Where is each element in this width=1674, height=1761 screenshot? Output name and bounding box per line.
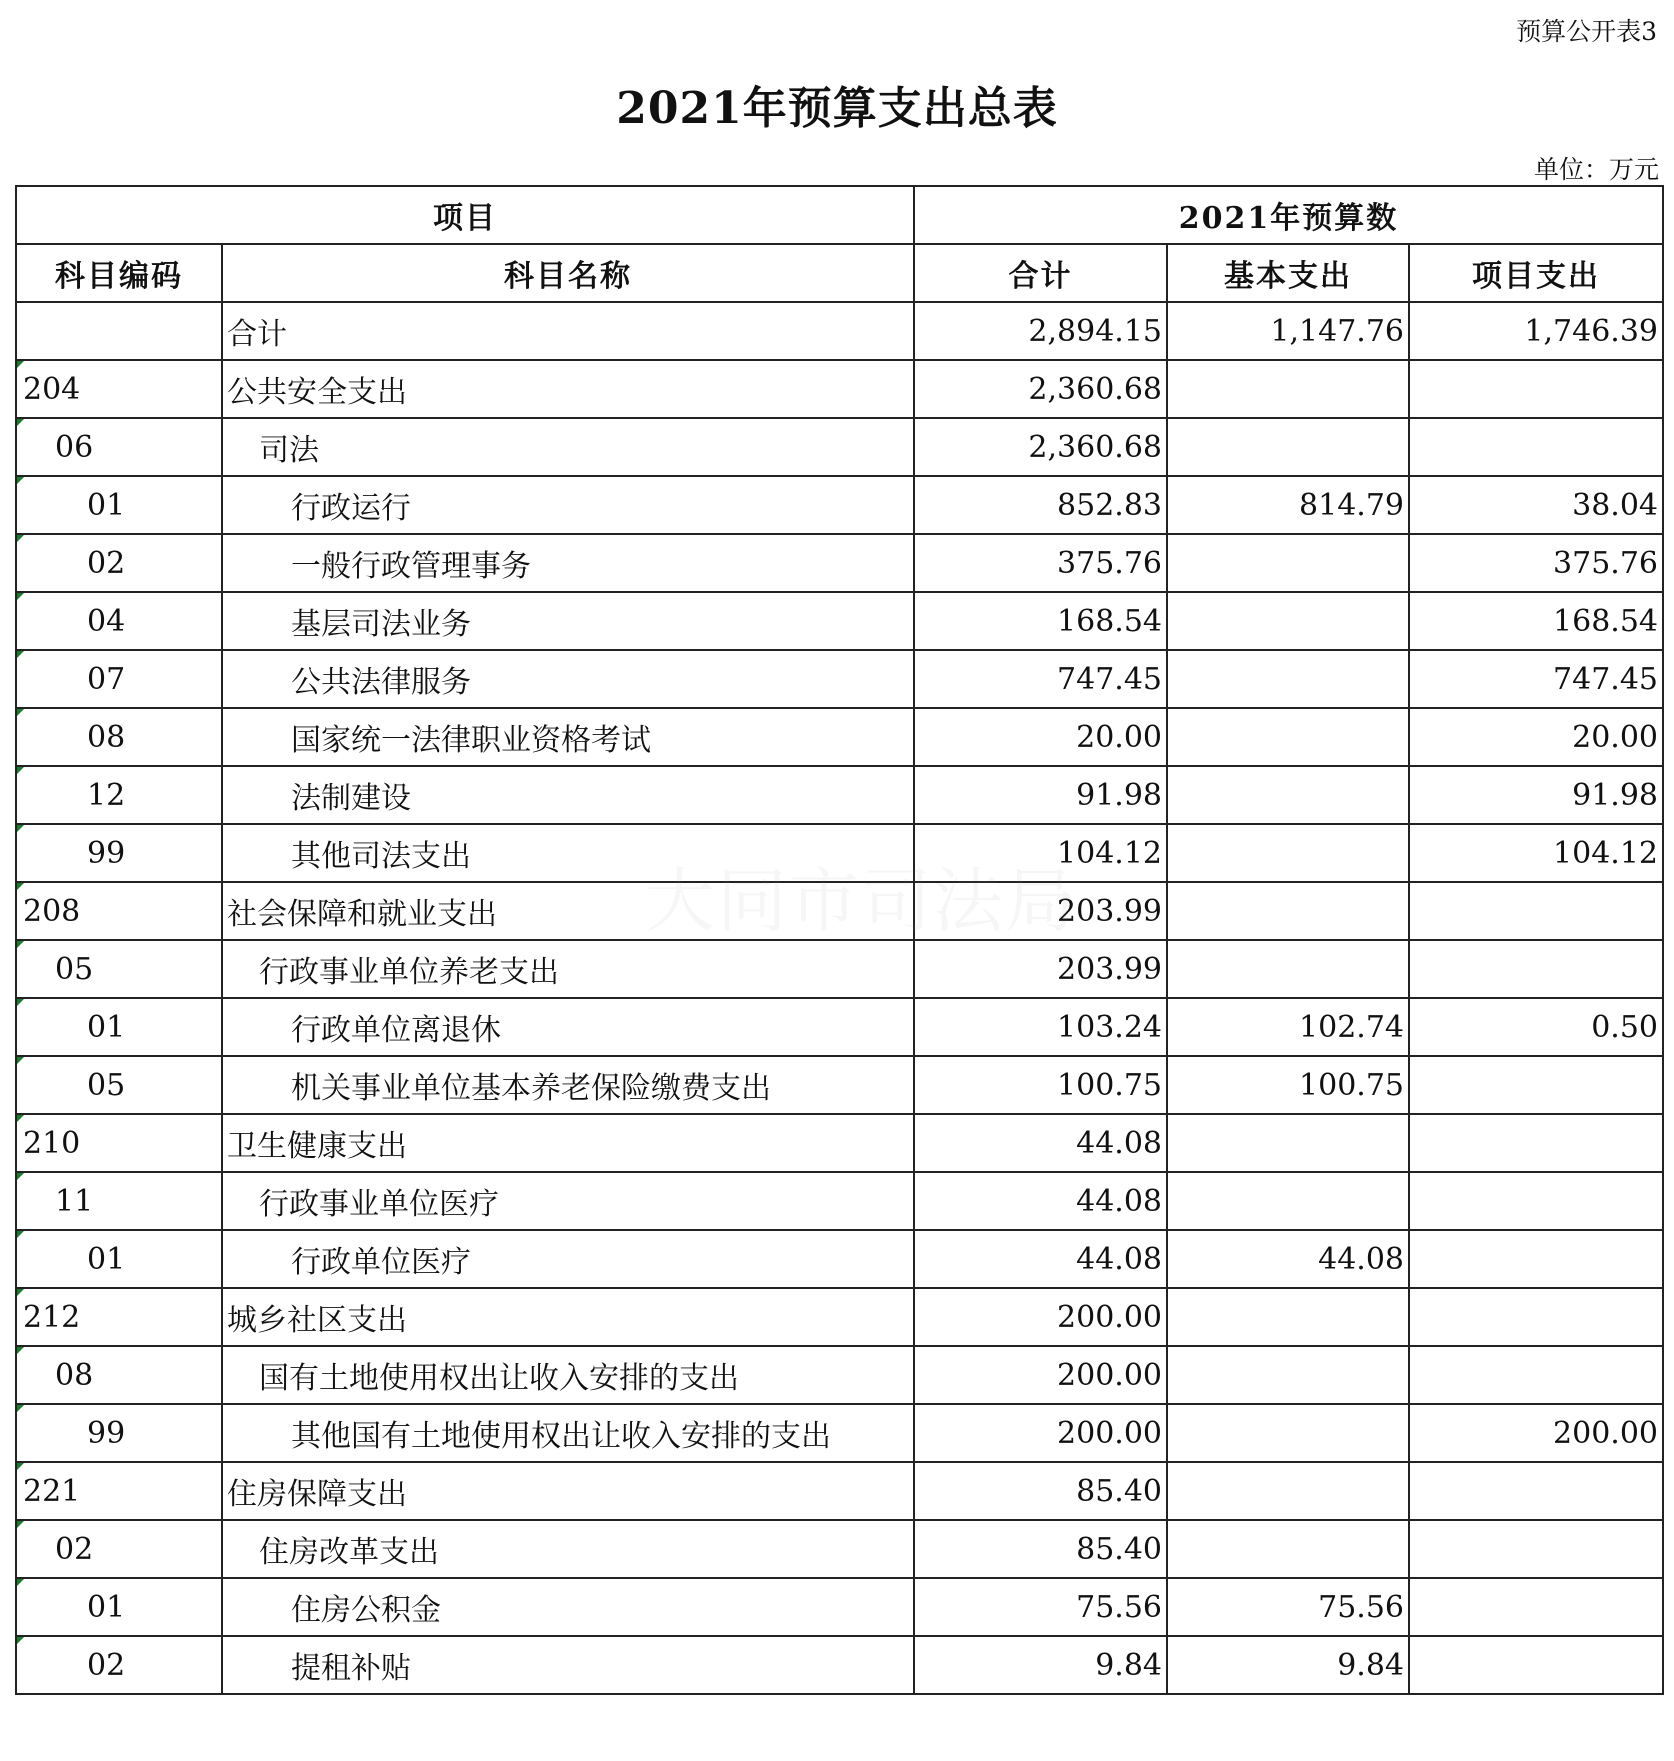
- total-cell: 203.99: [914, 882, 1167, 940]
- item-cell: [1409, 1520, 1663, 1578]
- item-cell: [1409, 1172, 1663, 1230]
- basic-cell: [1167, 882, 1409, 940]
- budget-table: [15, 185, 1664, 1695]
- table-row: [16, 824, 1663, 882]
- name-cell: 一般行政管理事务: [222, 534, 914, 592]
- name-cell: 行政事业单位医疗: [222, 1172, 914, 1230]
- code-cell: 02: [16, 1636, 222, 1694]
- basic-cell: [1167, 360, 1409, 418]
- item-cell: [1409, 1636, 1663, 1694]
- basic-cell: [1167, 1462, 1409, 1520]
- code-cell: 08: [16, 708, 222, 766]
- total-cell: 20.00: [914, 708, 1167, 766]
- table-row: [16, 708, 1663, 766]
- table-row: [16, 1462, 1663, 1520]
- total-cell: 747.45: [914, 650, 1167, 708]
- name-cell: 行政单位医疗: [222, 1230, 914, 1288]
- total-cell: 168.54: [914, 592, 1167, 650]
- basic-cell: 814.79: [1167, 476, 1409, 534]
- item-cell: 200.00: [1409, 1404, 1663, 1462]
- item-cell: [1409, 418, 1663, 476]
- total-basic-cell: 1,147.76: [1167, 302, 1409, 360]
- table-row: [16, 360, 1663, 418]
- code-cell: 204: [16, 360, 222, 418]
- table-row: [16, 1114, 1663, 1172]
- name-cell: 行政事业单位养老支出: [222, 940, 914, 998]
- code-cell: 07: [16, 650, 222, 708]
- total-cell: 200.00: [914, 1288, 1167, 1346]
- basic-cell: [1167, 1172, 1409, 1230]
- code-cell: 210: [16, 1114, 222, 1172]
- table-row: [16, 418, 1663, 476]
- total-cell: 200.00: [914, 1346, 1167, 1404]
- item-cell: [1409, 882, 1663, 940]
- total-cell: 103.24: [914, 998, 1167, 1056]
- table-row: [16, 1520, 1663, 1578]
- header-row-2: [16, 244, 1663, 302]
- total-cell: 44.08: [914, 1230, 1167, 1288]
- name-cell: 提租补贴: [222, 1636, 914, 1694]
- code-cell: 01: [16, 1230, 222, 1288]
- name-cell: 国家统一法律职业资格考试: [222, 708, 914, 766]
- total-code-cell: [16, 302, 222, 360]
- table-row: [16, 1288, 1663, 1346]
- name-cell: 司法: [222, 418, 914, 476]
- item-cell: [1409, 1578, 1663, 1636]
- name-cell: 法制建设: [222, 766, 914, 824]
- header-code: 科目编码: [16, 244, 222, 302]
- total-cell: 75.56: [914, 1578, 1167, 1636]
- name-cell: 公共法律服务: [222, 650, 914, 708]
- name-cell: 国有土地使用权出让收入安排的支出: [222, 1346, 914, 1404]
- basic-cell: [1167, 1520, 1409, 1578]
- header-total: 合计: [914, 244, 1167, 302]
- basic-cell: [1167, 940, 1409, 998]
- item-cell: [1409, 940, 1663, 998]
- header-budget: 2021年预算数: [914, 186, 1663, 244]
- basic-cell: 102.74: [1167, 998, 1409, 1056]
- page-title: 2021年预算支出总表: [616, 83, 1058, 134]
- basic-cell: [1167, 1346, 1409, 1404]
- name-cell: 住房保障支出: [222, 1462, 914, 1520]
- code-cell: 99: [16, 1404, 222, 1462]
- code-cell: 02: [16, 534, 222, 592]
- name-cell: 机关事业单位基本养老保险缴费支出: [222, 1056, 914, 1114]
- basic-cell: [1167, 1288, 1409, 1346]
- code-cell: 212: [16, 1288, 222, 1346]
- name-cell: 卫生健康支出: [222, 1114, 914, 1172]
- total-cell: 9.84: [914, 1636, 1167, 1694]
- item-cell: 168.54: [1409, 592, 1663, 650]
- table-row: [16, 1230, 1663, 1288]
- table-row: [16, 766, 1663, 824]
- item-cell: 0.50: [1409, 998, 1663, 1056]
- basic-cell: [1167, 1404, 1409, 1462]
- item-cell: 375.76: [1409, 534, 1663, 592]
- item-cell: 104.12: [1409, 824, 1663, 882]
- code-cell: 208: [16, 882, 222, 940]
- basic-cell: [1167, 418, 1409, 476]
- total-item-cell: 1,746.39: [1409, 302, 1663, 360]
- total-cell: 200.00: [914, 1404, 1167, 1462]
- total-total-cell: 2,894.15: [914, 302, 1167, 360]
- table-row: [16, 592, 1663, 650]
- code-cell: 12: [16, 766, 222, 824]
- table-row: [16, 1346, 1663, 1404]
- item-cell: [1409, 1114, 1663, 1172]
- header-project: 项目: [16, 186, 914, 244]
- name-cell: 行政运行: [222, 476, 914, 534]
- table-row: [16, 1404, 1663, 1462]
- item-cell: [1409, 1462, 1663, 1520]
- table-row: [16, 1578, 1663, 1636]
- name-cell: 住房改革支出: [222, 1520, 914, 1578]
- item-cell: 20.00: [1409, 708, 1663, 766]
- code-cell: 01: [16, 998, 222, 1056]
- name-cell: 城乡社区支出: [222, 1288, 914, 1346]
- table-number-label: 预算公开表3: [1516, 17, 1657, 46]
- code-cell: 01: [16, 476, 222, 534]
- table-row: [16, 476, 1663, 534]
- total-cell: 44.08: [914, 1172, 1167, 1230]
- table-row: [16, 650, 1663, 708]
- table-row: [16, 1056, 1663, 1114]
- item-cell: 38.04: [1409, 476, 1663, 534]
- name-cell: 行政单位离退休: [222, 998, 914, 1056]
- total-name-cell: 合计: [222, 302, 914, 360]
- basic-cell: [1167, 824, 1409, 882]
- table-row: [16, 940, 1663, 998]
- code-cell: 11: [16, 1172, 222, 1230]
- basic-cell: 75.56: [1167, 1578, 1409, 1636]
- basic-cell: [1167, 592, 1409, 650]
- item-cell: [1409, 1056, 1663, 1114]
- name-cell: 社会保障和就业支出: [222, 882, 914, 940]
- code-cell: 06: [16, 418, 222, 476]
- total-cell: 85.40: [914, 1520, 1167, 1578]
- basic-cell: [1167, 534, 1409, 592]
- code-cell: 01: [16, 1578, 222, 1636]
- header-name: 科目名称: [222, 244, 914, 302]
- name-cell: 公共安全支出: [222, 360, 914, 418]
- basic-cell: 44.08: [1167, 1230, 1409, 1288]
- total-cell: 203.99: [914, 940, 1167, 998]
- basic-cell: [1167, 766, 1409, 824]
- item-cell: [1409, 360, 1663, 418]
- table-row: [16, 998, 1663, 1056]
- basic-cell: [1167, 1114, 1409, 1172]
- code-cell: 04: [16, 592, 222, 650]
- name-cell: 住房公积金: [222, 1578, 914, 1636]
- name-cell: 其他国有土地使用权出让收入安排的支出: [222, 1404, 914, 1462]
- basic-cell: 9.84: [1167, 1636, 1409, 1694]
- table-row: [16, 882, 1663, 940]
- item-cell: [1409, 1288, 1663, 1346]
- code-cell: 221: [16, 1462, 222, 1520]
- table-row: [16, 1172, 1663, 1230]
- basic-cell: [1167, 650, 1409, 708]
- table-row: [16, 534, 1663, 592]
- total-row: [16, 302, 1663, 360]
- table-row: [16, 1636, 1663, 1694]
- unit-label: 单位：万元: [1533, 155, 1659, 184]
- header-basic: 基本支出: [1167, 244, 1409, 302]
- code-cell: 08: [16, 1346, 222, 1404]
- code-cell: 02: [16, 1520, 222, 1578]
- item-cell: [1409, 1230, 1663, 1288]
- total-cell: 2,360.68: [914, 360, 1167, 418]
- name-cell: 基层司法业务: [222, 592, 914, 650]
- item-cell: [1409, 1346, 1663, 1404]
- total-cell: 85.40: [914, 1462, 1167, 1520]
- watermark: 大同市司法局: [645, 860, 1077, 942]
- code-cell: 99: [16, 824, 222, 882]
- total-cell: 100.75: [914, 1056, 1167, 1114]
- total-cell: 104.12: [914, 824, 1167, 882]
- basic-cell: [1167, 708, 1409, 766]
- name-cell: 其他司法支出: [222, 824, 914, 882]
- total-cell: 91.98: [914, 766, 1167, 824]
- total-cell: 2,360.68: [914, 418, 1167, 476]
- item-cell: 91.98: [1409, 766, 1663, 824]
- code-cell: 05: [16, 940, 222, 998]
- item-cell: 747.45: [1409, 650, 1663, 708]
- header-item: 项目支出: [1409, 244, 1663, 302]
- code-cell: 05: [16, 1056, 222, 1114]
- total-cell: 44.08: [914, 1114, 1167, 1172]
- total-cell: 852.83: [914, 476, 1167, 534]
- total-cell: 375.76: [914, 534, 1167, 592]
- header-row-1: [16, 186, 1663, 244]
- basic-cell: 100.75: [1167, 1056, 1409, 1114]
